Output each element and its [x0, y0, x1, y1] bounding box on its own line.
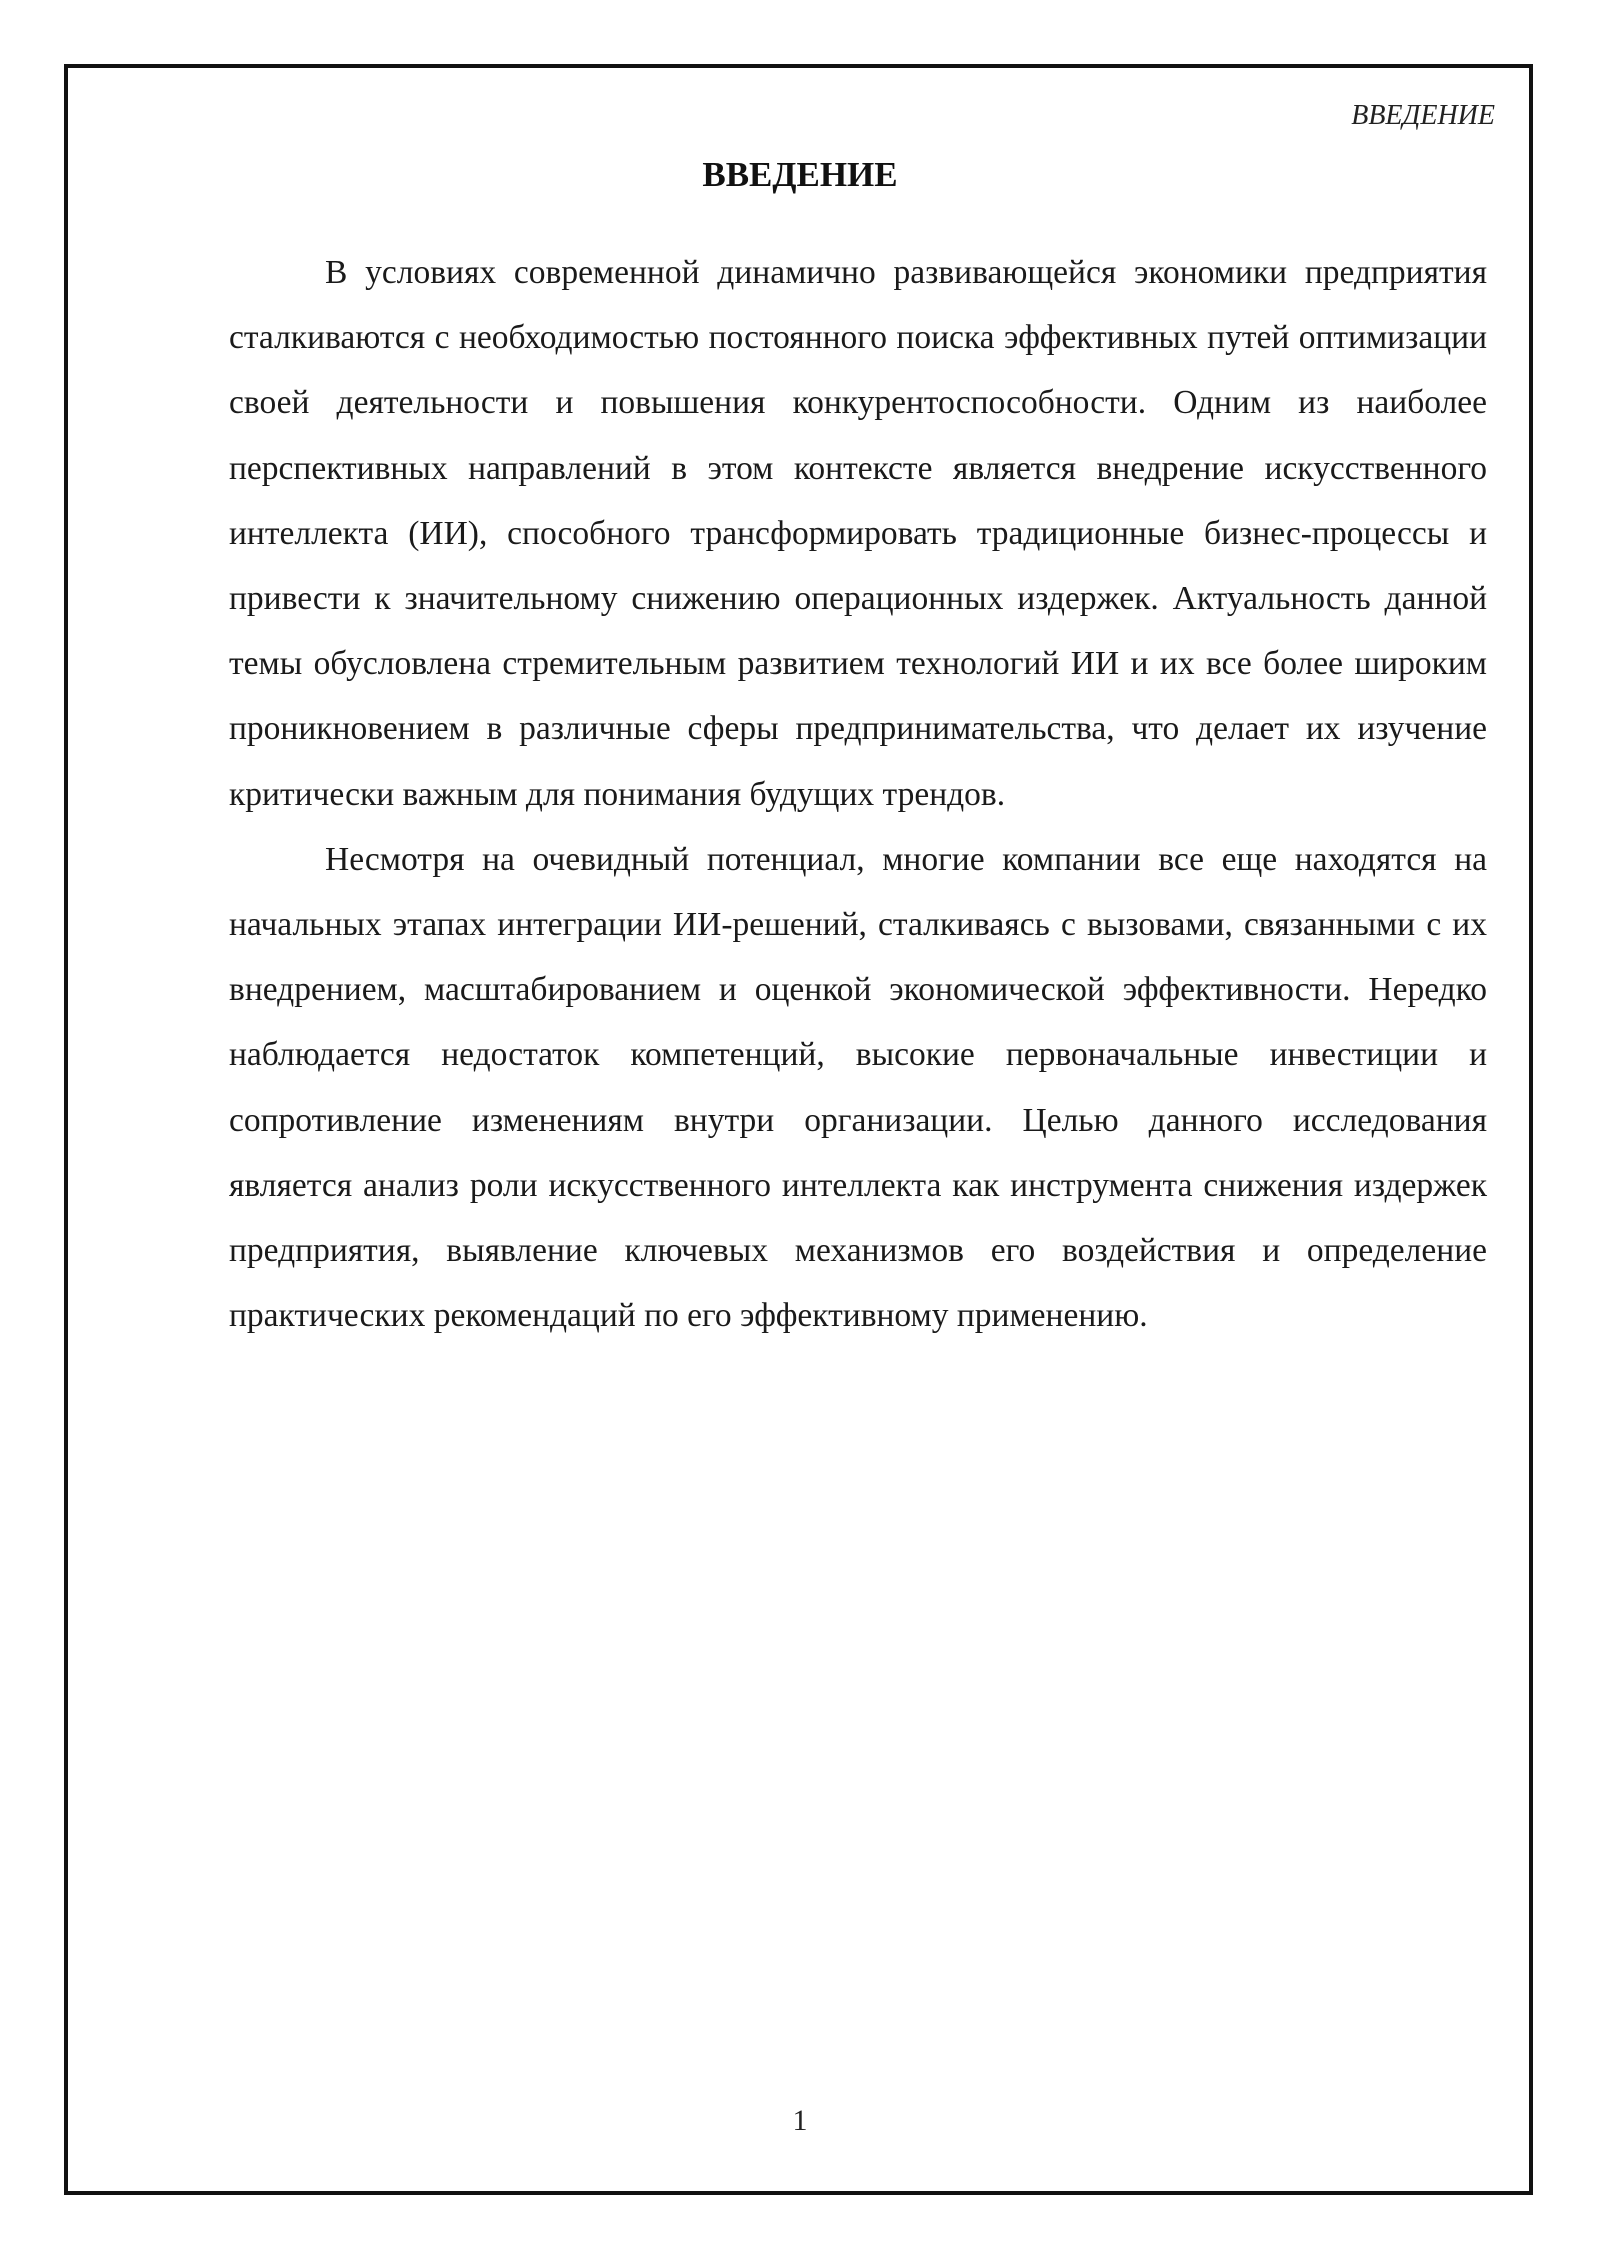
paragraph-2: Несмотря на очевидный потенциал, многие компании все еще находятся на начальных этапах интеграции ИИ-решений, сталкиваясь с вызовами, связанными с их внедрением, масштабированием и оценкой экономической эффективности. Нередко наблюдается недостаток компетенций, высокие первоначальные инвестиции и сопротивление изменениям внутри организации. Целью данного исследования является анализ роли искусственного интеллекта как инструмента снижения издержек предприятия, выявление ключевых механизмов его воздействия и определение практических рекомендаций по его эффективному применению. — [229, 840, 1487, 1335]
running-header: ВВЕДЕНИЕ — [1351, 100, 1495, 131]
paragraph-1: В условиях современной динамично развивающейся экономики предприятия сталкиваются с необходимостью постоянного поиска эффективных путей оптимизации своей деятельности и повышения конкурентоспособности. Одним из наиболее перспективных направлений в этом контексте является внедрение искусственного интеллекта (ИИ), способного трансформировать традиционные бизнес-процессы и привести к значительному снижению операционных издержек. Актуальность данной темы обусловлена стремительным развитием технологий ИИ и их все более широким проникновением в различные сферы предпринимательства, что делает их изучение критически важным для понимания будущих трендов. — [229, 254, 1487, 813]
page-number: 1 — [792, 2104, 808, 2137]
document-body — [229, 240, 1487, 1348]
document-title: ВВЕДЕНИЕ — [702, 155, 898, 194]
